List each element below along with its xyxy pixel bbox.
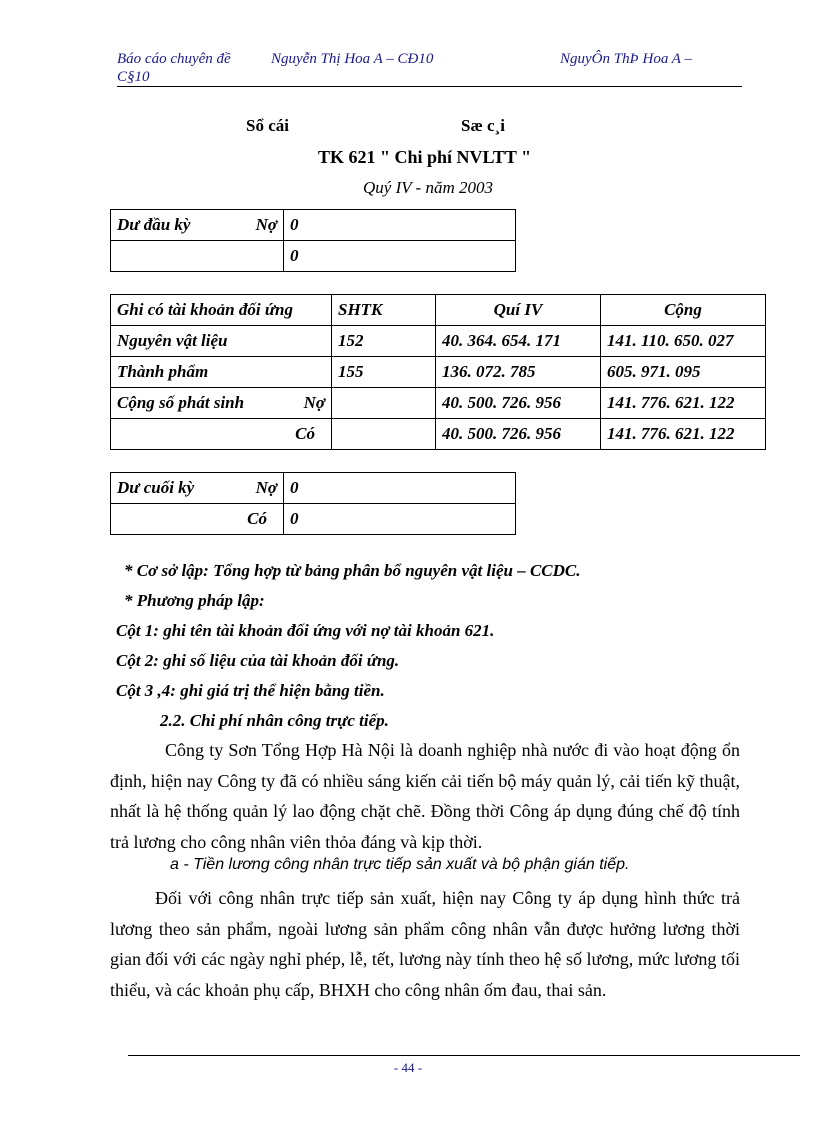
opening-no: Nợ	[255, 215, 277, 234]
col-header-q4: Quí IV	[436, 295, 601, 326]
sum-no-row	[111, 388, 766, 419]
title-so-cai: Sổ cái	[246, 116, 289, 135]
sum-shtk-empty	[332, 388, 436, 419]
sum-no-total: 141. 776. 621. 122	[601, 388, 766, 419]
row-name: Thành phẩm	[111, 357, 332, 388]
opening-label: Dư đầu kỳ	[117, 215, 191, 234]
paragraph-text: Đối với công nhân trực tiếp sản xuất, hiện nay Công ty áp dụng hình thức trả lương theo sản phẩm, ngoài lương sản phẩm công nhân vẫn được hưởng lương thời gian đối với các ngày nghỉ phép, lễ, tết, lương này tính theo hệ số lương, mức lương tối thiểu, và các khoản phụ cấp, BHXH cho công nhân ốm đau, thai sản.	[110, 888, 740, 1000]
row-shtk: 152	[332, 326, 436, 357]
account-title: TK 621 " Chi phí NVLTT "	[318, 147, 532, 167]
note-basis: * Cơ sở lập: Tổng hợp từ bảng phân bổ nguyên vật liệu – CCDC.	[124, 561, 581, 580]
body-paragraph-1	[110, 735, 740, 857]
note-method: * Phương pháp lập:	[124, 591, 265, 610]
sum-co-total: 141. 776. 621. 122	[601, 419, 766, 450]
row-total: 605. 971. 095	[601, 357, 766, 388]
sum-no-label: Nợ	[303, 393, 325, 412]
col-header-account: Ghi có tài khoản đối ứng	[111, 295, 332, 326]
row-q4: 40. 364. 654. 171	[436, 326, 601, 357]
row-q4: 136. 072. 785	[436, 357, 601, 388]
table-row	[111, 326, 766, 357]
closing-balance-table	[110, 472, 516, 535]
title-garbled: Sæ c¸i	[461, 116, 505, 135]
opening-label-cell	[111, 210, 284, 241]
closing-no: Nợ	[255, 478, 277, 497]
header-author: Nguyễn Thị Hoa A – CĐ10	[271, 51, 434, 67]
row-name: Nguyên vật liệu	[111, 326, 332, 357]
col-header-total: Cộng	[601, 295, 766, 326]
opening-empty-cell	[111, 241, 284, 272]
closing-value-no: 0	[284, 473, 516, 504]
footer-divider	[128, 1055, 800, 1056]
paragraph-text: Công ty Sơn Tổng Hợp Hà Nội là doanh nghiệp nhà nước đi vào hoạt động ổn định, hiện nay Công ty đã có nhiều sáng kiến cải tiến bộ máy quản lý, cải tiến kỹ thuật, nhất là hệ thống quản lý lao động chặt chẽ. Đồng thời Công áp dụng đúng chế độ tính trả lương cho công nhân viên thỏa đáng và kịp thời.	[110, 740, 740, 852]
ledger-header-row	[111, 295, 766, 326]
period-title: Quý IV - năm 2003	[363, 178, 493, 197]
sum-co-q4: 40. 500. 726. 956	[436, 419, 601, 450]
sum-label: Cộng số phát sinh	[117, 393, 245, 412]
sum-co-shtk-empty	[332, 419, 436, 450]
table-row	[111, 357, 766, 388]
closing-label: Dư cuối kỳ	[117, 478, 195, 497]
closing-co: Có	[111, 504, 284, 535]
opening-balance-table	[110, 209, 516, 272]
section-heading: 2.2. Chi phí nhân công trực tiếp.	[160, 711, 389, 730]
opening-value-no: 0	[284, 210, 516, 241]
sum-label-cell	[111, 388, 332, 419]
ledger-table	[110, 294, 766, 450]
sum-co-label: Có	[111, 419, 332, 450]
closing-value-co: 0	[284, 504, 516, 535]
note-col1: Cột 1: ghi tên tài khoản đối ứng với nợ tài khoản 621.	[116, 621, 495, 640]
sum-no-q4: 40. 500. 726. 956	[436, 388, 601, 419]
page-header	[117, 48, 742, 87]
row-total: 141. 110. 650. 027	[601, 326, 766, 357]
note-col2: Cột 2: ghi số liệu của tài khoản đối ứng.	[116, 651, 400, 670]
header-report-title: Báo cáo chuyên đề	[117, 51, 231, 67]
row-shtk: 155	[332, 357, 436, 388]
note-col34: Cột 3 ,4: ghi giá trị thể hiện bằng tiền.	[116, 681, 385, 700]
page-number: - 44 -	[393, 1060, 423, 1075]
col-header-shtk: SHTK	[332, 295, 436, 326]
closing-label-cell	[111, 473, 284, 504]
subheading: a - Tiền lương công nhân trực tiếp sản xuất và bộ phận gián tiếp.	[170, 856, 630, 873]
header-author-garbled: NguyÔn ThÞ Hoa A –	[560, 51, 692, 67]
opening-value-co: 0	[284, 241, 516, 272]
body-paragraph-2	[110, 883, 740, 1005]
sum-co-row	[111, 419, 766, 450]
header-class-garbled: C§10	[117, 69, 150, 85]
